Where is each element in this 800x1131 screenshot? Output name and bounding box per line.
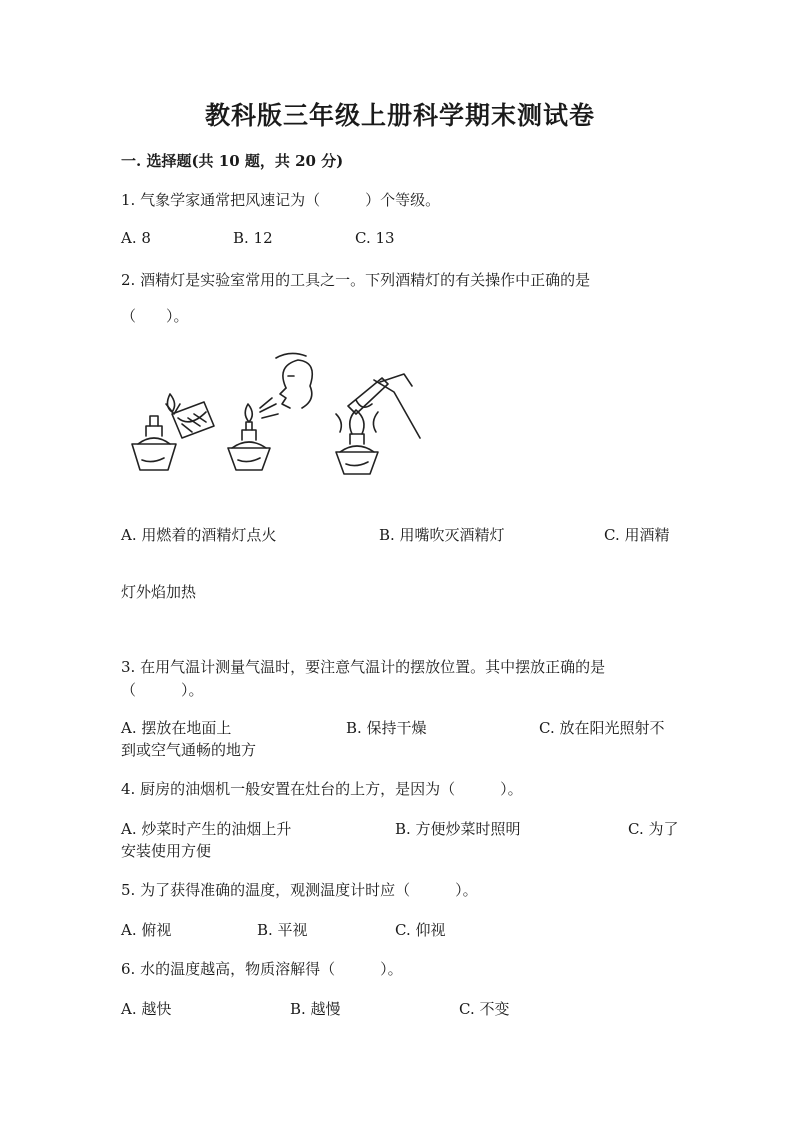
question-1-option-a[interactable]: A. 8 (121, 229, 151, 247)
question-5-option-b[interactable]: B. 平视 (257, 921, 308, 939)
question-1-option-c[interactable]: C. 13 (355, 229, 395, 247)
question-1-option-b[interactable]: B. 12 (233, 229, 273, 247)
lamp-a-drawing (132, 394, 214, 470)
question-4-option-c-wrap: 安装使用方便 (121, 842, 212, 860)
question-4-stem: 4. 厨房的油烟机一般安置在灶台的上方，是因为（ ）。 (121, 780, 523, 798)
question-1-stem: 1. 气象学家通常把风速记为（ ）个等级。 (121, 191, 441, 209)
question-4-option-c[interactable]: C. 为了 (628, 820, 679, 838)
question-2-option-c-wrap: 灯外焰加热 (121, 583, 197, 601)
question-3-option-b[interactable]: B. 保持干燥 (346, 719, 427, 737)
lamp-c-drawing (336, 374, 420, 474)
question-2-option-a[interactable]: A. 用燃着的酒精灯点火 (121, 526, 277, 544)
question-3-option-a[interactable]: A. 摆放在地面上 (121, 719, 232, 737)
question-2-stem: 2. 酒精灯是实验室常用的工具之一。下列酒精灯的有关操作中正确的是 (121, 271, 591, 289)
question-5-option-c[interactable]: C. 仰视 (395, 921, 446, 939)
question-4-option-b[interactable]: B. 方便炒菜时照明 (395, 820, 521, 838)
question-3-option-c-wrap: 到或空气通畅的地方 (121, 741, 257, 759)
question-2-stem-blank: （ ）。 (121, 307, 189, 325)
question-6-option-a[interactable]: A. 越快 (121, 1000, 172, 1018)
alcohol-lamp-illustration (120, 352, 440, 487)
question-4-option-a[interactable]: A. 炒菜时产生的油烟上升 (121, 820, 292, 838)
question-3-option-c[interactable]: C. 放在阳光照射不 (539, 719, 665, 737)
section-heading: 一. 选择题(共 10 题，共 20 分) (121, 152, 344, 170)
question-5-option-a[interactable]: A. 俯视 (121, 921, 172, 939)
question-2-option-c[interactable]: C. 用酒精 (604, 526, 670, 544)
question-6-option-c[interactable]: C. 不变 (459, 1000, 510, 1018)
question-3-stem-blank: （ ）。 (121, 681, 204, 699)
page-title: 教科版三年级上册科学期末测试卷 (204, 101, 595, 130)
lamp-b-drawing (228, 353, 312, 470)
question-6-stem: 6. 水的温度越高，物质溶解得（ ）。 (121, 960, 403, 978)
question-5-stem: 5. 为了获得准确的温度，观测温度计时应（ ）。 (121, 881, 478, 899)
question-3-stem: 3. 在用气温计测量气温时，要注意气温计的摆放位置。其中摆放正确的是 (121, 658, 606, 676)
question-2-option-b[interactable]: B. 用嘴吹灭酒精灯 (379, 526, 505, 544)
question-6-option-b[interactable]: B. 越慢 (290, 1000, 341, 1018)
